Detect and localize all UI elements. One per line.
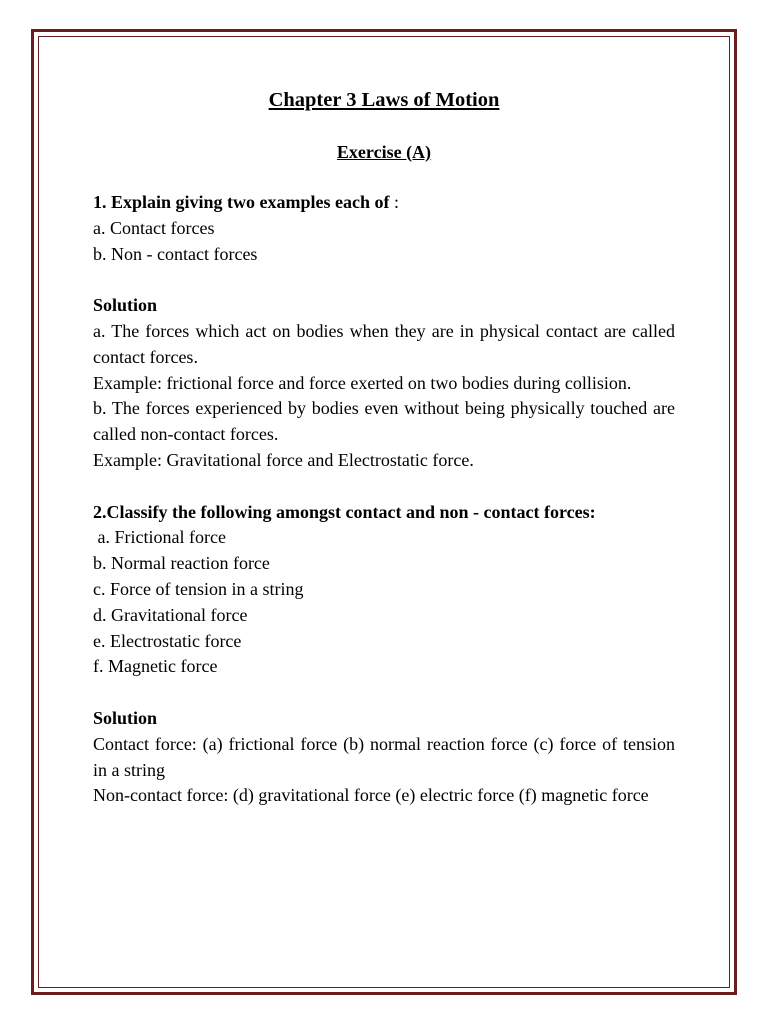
question-2-option-f: f. Magnetic force [93,656,218,677]
solution-1-para-2: Example: frictional force and force exerted on two bodies during collision. [93,372,632,393]
solution-2-label [93,706,675,732]
question-1-option-a: a. Contact forces [93,217,215,238]
solution-1-para-4: Example: Gravitational force and Electrostatic force. [93,449,474,470]
question-2-option-d: d. Gravitational force [93,604,248,625]
question-1-option-b: b. Non - contact forces [93,243,258,264]
question-2-option-c: c. Force of tension in a string [93,578,304,599]
question-2-option-a: a. Frictional force [93,527,226,548]
document-body [93,86,675,809]
question-1-text: 1. Explain giving two examples each of [93,192,390,212]
question-1 [93,190,675,216]
solution-2-para-1: Contact force: (a) frictional force (b) normal reaction force (c) force of tension in a string [93,733,675,780]
solution-1-para-1: a. The forces which act on bodies when they are in physical contact are called contact forces. [93,320,675,367]
question-2 [93,500,675,526]
solution-2-label-text: Solution [93,707,158,728]
solution-1-label-text: Solution [93,295,158,316]
solution-2-para-2: Non-contact force: (d) gravitational force (e) electric force (f) magnetic force [93,785,649,806]
solution-1-para-3: b. The forces experienced by bodies even without being physically touched are called non-contact forces. [93,398,675,445]
exercise-heading: Exercise (A) [336,142,432,162]
question-2-option-e: e. Electrostatic force [93,630,242,651]
question-2-text: 2.Classify the following amongst contact and non - contact forces: [93,501,596,522]
chapter-title: Chapter 3 Laws of Motion [268,89,500,111]
question-1-tail: : [389,192,400,212]
solution-1-label [93,293,675,319]
question-2-option-b: b. Normal reaction force [93,553,270,574]
